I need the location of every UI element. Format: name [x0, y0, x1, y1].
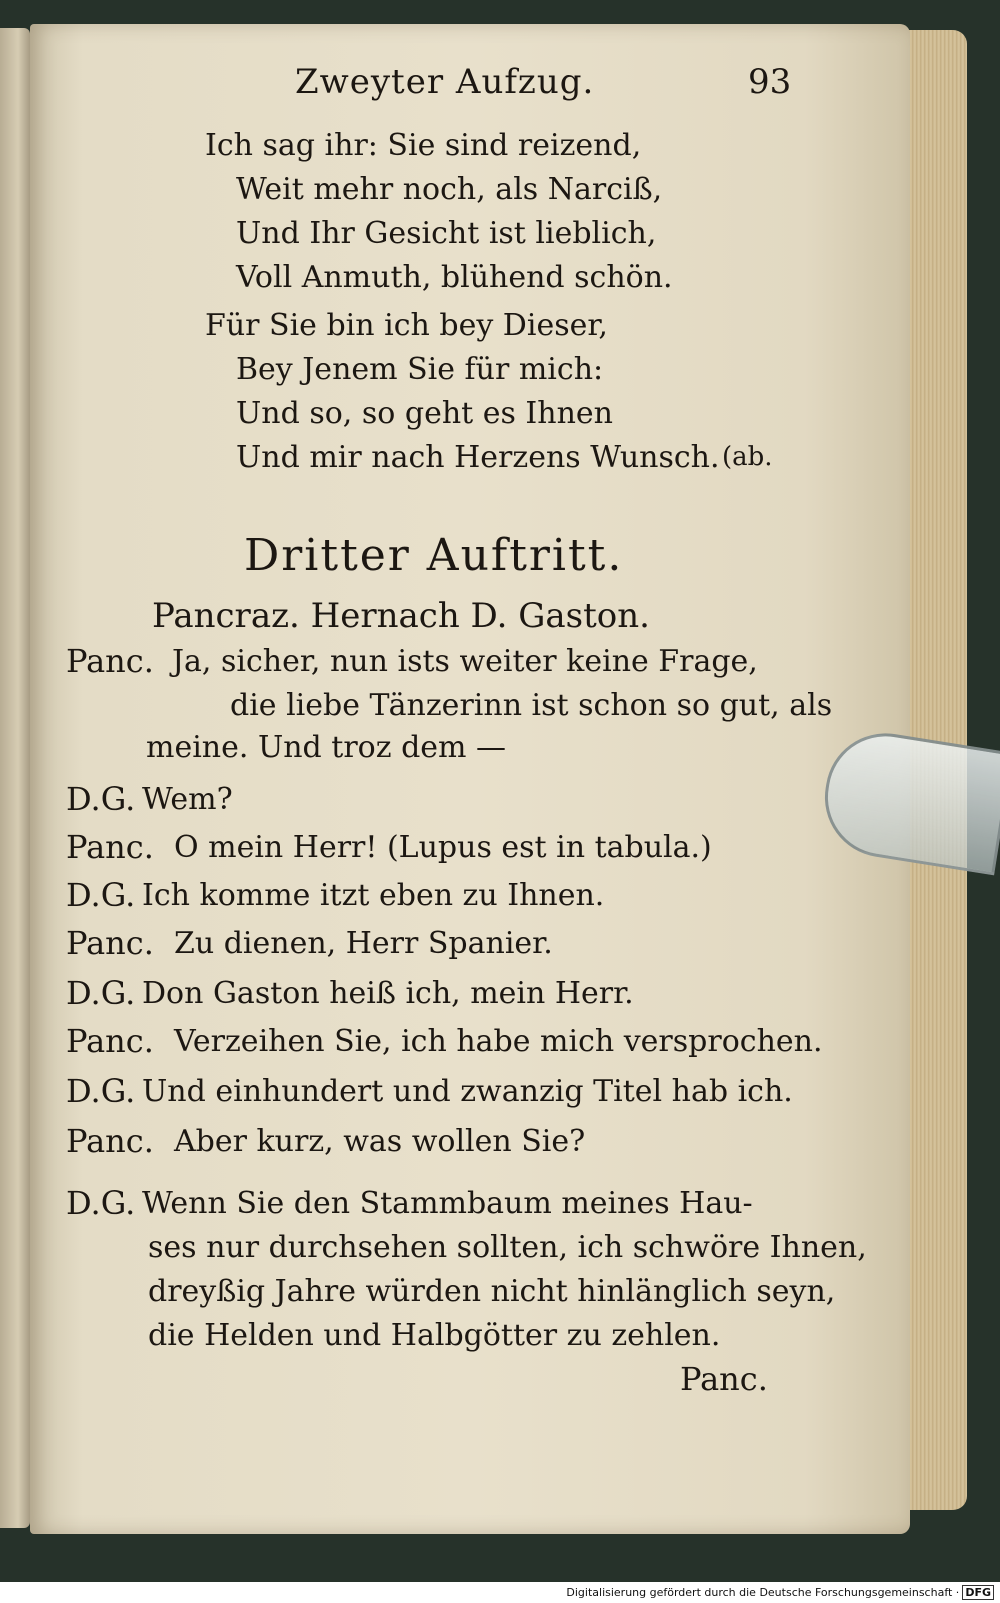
dialogue-line: die liebe Tänzerinn ist schon so gut, als: [230, 688, 833, 723]
speaker-label: Panc.: [66, 1022, 154, 1060]
page-number: 93: [748, 62, 792, 102]
dialogue-line: Aber kurz, was wollen Sie?: [174, 1124, 586, 1159]
speaker-label: D.G.: [66, 974, 136, 1012]
catchword: Panc.: [680, 1360, 768, 1398]
dialogue-line: Wenn Sie den Stammbaum meines Hau-: [142, 1186, 753, 1221]
verse-line: Und mir nach Herzens Wunsch.: [236, 440, 720, 475]
speaker-label: Panc.: [66, 642, 154, 680]
left-page-edge: [0, 28, 30, 1528]
speaker-label: D.G.: [66, 1072, 136, 1110]
verse-line: Und so, so geht es Ihnen: [236, 396, 613, 431]
speaker-label: Panc.: [66, 828, 154, 866]
dialogue-line: Verzeihen Sie, ich habe mich versprochen.: [174, 1024, 823, 1059]
dialogue-line: Zu dienen, Herr Spanier.: [174, 926, 553, 961]
speaker-label: D.G.: [66, 780, 136, 818]
speaker-label: D.G.: [66, 876, 136, 914]
dialogue-line: Und einhundert und zwanzig Titel hab ich.: [142, 1074, 793, 1109]
dialogue-line: meine. Und troz dem —: [146, 730, 507, 765]
scene-title: Dritter Auftritt.: [244, 530, 624, 581]
dialogue-line: Don Gaston heiß ich, mein Herr.: [142, 976, 634, 1011]
speaker-label: Panc.: [66, 1122, 154, 1160]
speaker-label: D.G.: [66, 1184, 136, 1222]
dialogue-line: O mein Herr! (Lupus est in tabula.): [174, 830, 712, 865]
dialogue-line: Ja, sicher, nun ists weiter keine Frage,: [172, 644, 758, 679]
verse-line: Bey Jenem Sie für mich:: [236, 352, 604, 387]
verse-line: Ich sag ihr: Sie sind reizend,: [205, 128, 642, 163]
speaker-label: Panc.: [66, 924, 154, 962]
verse-line: Für Sie bin ich bey Dieser,: [205, 308, 608, 343]
verse-line: Weit mehr noch, als Narciß,: [236, 172, 663, 207]
dialogue-line: Ich komme itzt eben zu Ihnen.: [142, 878, 605, 913]
running-title: Zweyter Aufzug.: [295, 62, 595, 102]
dialogue-line: ses nur durchsehen sollten, ich schwöre Ihnen,: [148, 1230, 867, 1265]
exit-note: (ab.: [722, 442, 773, 472]
verse-line: Und Ihr Gesicht ist lieblich,: [236, 216, 657, 251]
footer-credit: Digitalisierung gefördert durch die Deutsche Forschungsgemeinschaft ·: [566, 1586, 960, 1599]
verse-line: Voll Anmuth, blühend schön.: [236, 260, 673, 295]
dialogue-line: Wem?: [142, 782, 233, 817]
dfg-logo: DFG: [962, 1585, 994, 1600]
scene-persons: Pancraz. Hernach D. Gaston.: [152, 596, 650, 636]
dialogue-line: dreyßig Jahre würden nicht hinlänglich seyn,: [148, 1274, 836, 1309]
digitization-footer: [0, 1582, 1000, 1603]
dialogue-line: die Helden und Halbgötter zu zehlen.: [148, 1318, 721, 1353]
